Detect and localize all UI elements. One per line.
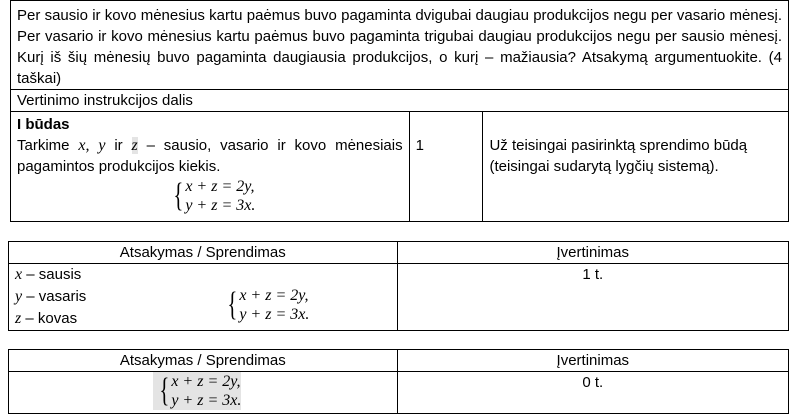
equation-system: [167, 177, 255, 215]
answer-header: [9, 242, 398, 264]
method-cell: [11, 112, 410, 222]
var-z: z: [131, 137, 138, 154]
def-y-label: – vasaris: [26, 288, 87, 305]
def-x-var: x: [15, 266, 23, 283]
points-cell: [409, 112, 483, 222]
score-value: 1 t.: [582, 266, 604, 283]
equation-2: y + z = 3x.: [239, 306, 310, 323]
brace-icon: {: [227, 286, 238, 323]
method-text: [17, 135, 403, 177]
criterion-cell: [483, 112, 789, 222]
score-header: [397, 242, 789, 264]
var-x: x: [78, 137, 86, 154]
var-comma: ,: [85, 137, 90, 154]
def-z-label: – kovas: [25, 310, 78, 327]
def-y-var: y: [15, 288, 23, 305]
score-header-text: Įvertinimas: [556, 244, 630, 261]
var-y: y: [98, 137, 106, 154]
equation-2: y + z = 3x.: [185, 197, 256, 214]
brace-icon: {: [173, 177, 184, 214]
equation-1: x + z = 2y,: [171, 373, 241, 390]
criterion-text: Už teisingai pasirinktą sprendimo būdą (teisingai sudarytą lygčių sistemą).: [489, 137, 748, 175]
equation-2: y + z = 3x.: [171, 392, 242, 409]
method-title: I būdas: [17, 116, 70, 133]
brace-icon: {: [159, 372, 170, 409]
instructions-header: [11, 90, 789, 112]
equation-system-3: [153, 372, 241, 410]
problem-statement: [11, 1, 789, 90]
score-header-text: Įvertinimas: [556, 352, 630, 369]
score-value: 0 t.: [582, 374, 604, 391]
problem-text: Per sausio ir kovo mėnesius kartu paėmus buvo pagaminta dvigubai daugiau produkcijos negu per vasario mėnesį. Per vasario ir kovo mėnesius kartu paėmus buvo pagaminta trigubai daugiau produkcijos negu per sausio mėnesį. Kurį iš šių mėnesių buvo pagaminta daugiausia produkcijos, o kurį – mažiausia? Atsakymą argumentuokite. (4 taškai): [17, 7, 782, 87]
score-cell: [397, 264, 789, 331]
score-header: [397, 350, 788, 372]
score-cell: [397, 372, 788, 414]
word-ir: ir: [114, 137, 123, 154]
equation-1: x + z = 2y,: [185, 178, 255, 195]
points-value: 1: [415, 137, 424, 154]
answer-header: [9, 350, 398, 372]
answer-header-text: Atsakymas / Sprendimas: [119, 352, 286, 369]
answer-header-text: Atsakymas / Sprendimas: [119, 244, 286, 261]
method-text-prefix: Tarkime: [17, 137, 70, 154]
answer-table-2: [8, 349, 789, 414]
equation-1: x + z = 2y,: [239, 287, 309, 304]
answer-table-1: [8, 241, 789, 331]
def-z-var: z: [15, 310, 22, 327]
answer-cell: [9, 372, 398, 414]
answer-cell: [9, 264, 398, 331]
def-x: [15, 264, 391, 286]
def-x-label: – sausis: [26, 266, 82, 283]
equation-system-2: [221, 286, 309, 324]
def-z: [15, 308, 391, 330]
grading-table: [10, 0, 789, 222]
def-y: [15, 286, 391, 308]
method-text-suffix: – sausio, vasario ir kovo mėnesiais pagamintos produkcijos kiekis.: [17, 137, 403, 175]
instructions-header-text: Vertinimo instrukcijos dalis: [17, 92, 193, 109]
